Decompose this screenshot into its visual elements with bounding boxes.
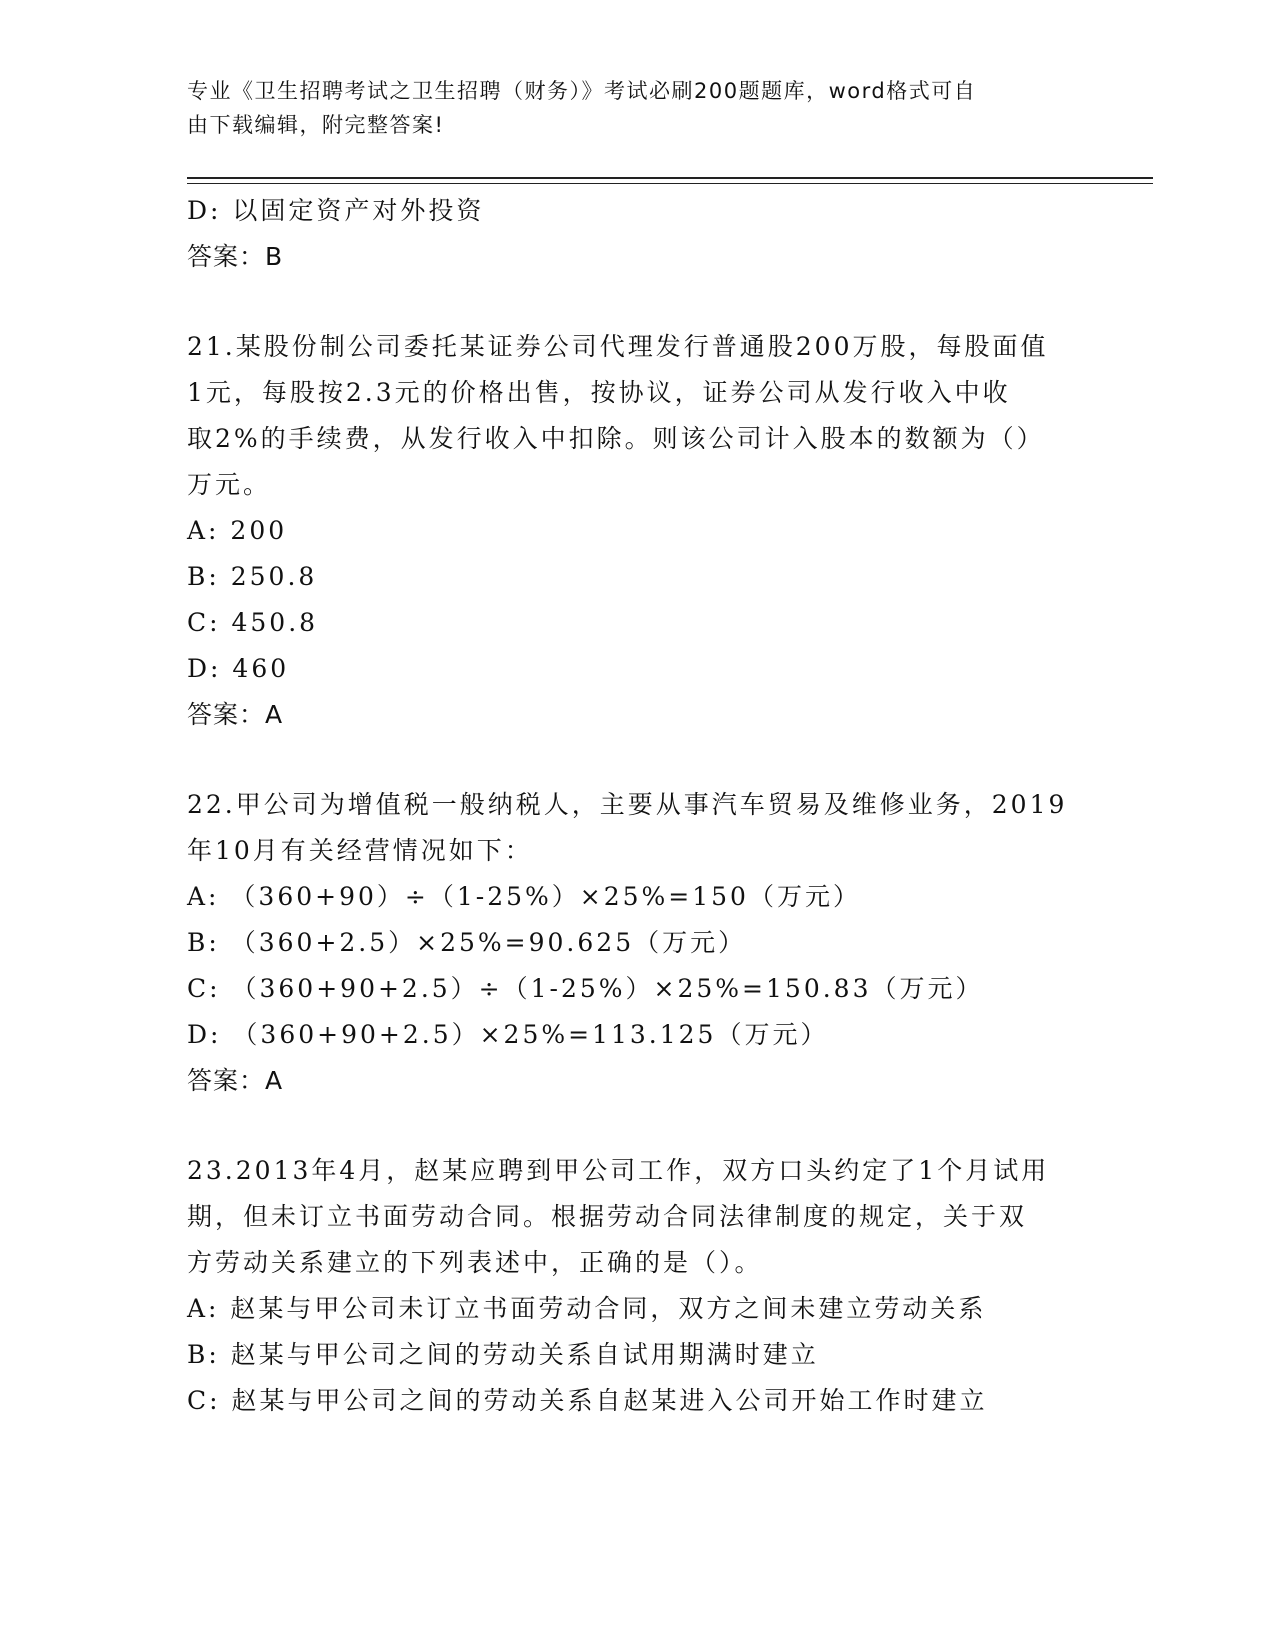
header-rule-thick [187,177,1153,179]
question-22-line-2: 年10月有关经营情况如下： [187,836,533,865]
question-23-line-2: 期，但未订立书面劳动合同。根据劳动合同法律制度的规定，关于双 [187,1202,1028,1231]
question-spacer [187,738,1087,782]
question-22-option-b: B: （360+2.5）×25%=90.625（万元） [187,928,747,957]
question-21-line-4: 万元。 [187,470,272,499]
question-22-answer: 答案：A [187,1066,284,1095]
prev-answer: 答案：B [187,242,284,271]
question-spacer [187,280,1087,324]
question-21-line-3: 取2%的手续费，从发行收入中扣除。则该公司计入股本的数额为（） [187,424,1045,453]
header-line-2: 由下载编辑，附完整答案! [187,113,445,137]
header-rule-thin [187,183,1153,184]
prev-option-d: D: 以固定资产对外投资 [187,196,485,225]
question-21-line-1: 21.某股份制公司委托某证券公司代理发行普通股200万股，每股面值 [187,332,1049,361]
question-23-line-3: 方劳动关系建立的下列表述中，正确的是（）。 [187,1248,763,1277]
document-body [187,188,1087,1424]
question-21-option-b: B: 250.8 [187,562,318,591]
question-21 [187,324,1087,738]
question-21-answer: 答案：A [187,700,284,729]
question-spacer [187,1104,1087,1148]
question-23-line-1: 23.2013年4月，赵某应聘到甲公司工作，双方口头约定了1个月试用 [187,1156,1050,1185]
question-21-option-d: D: 460 [187,654,290,683]
question-22-option-a: A: （360+90）÷（1-25%）×25%=150（万元） [187,882,861,911]
document-header [187,74,1087,142]
question-21-option-c: C: 450.8 [187,608,319,637]
question-21-option-a: A: 200 [187,516,288,545]
question-23-option-b: B: 赵某与甲公司之间的劳动关系自试用期满时建立 [187,1340,819,1369]
question-23-option-c: C: 赵某与甲公司之间的劳动关系自赵某进入公司开始工作时建立 [187,1386,988,1415]
question-22 [187,782,1087,1104]
question-22-option-c: C: （360+90+2.5）÷（1-25%）×25%=150.83（万元） [187,974,984,1003]
question-23-option-a: A: 赵某与甲公司未订立书面劳动合同，双方之间未建立劳动关系 [187,1294,987,1323]
header-line-1: 专业《卫生招聘考试之卫生招聘（财务）》考试必刷200题题库，word格式可自 [187,79,977,103]
question-23 [187,1148,1087,1424]
question-21-line-2: 1元，每股按2.3元的价格出售，按协议，证券公司从发行收入中收 [187,378,1011,407]
question-22-line-1: 22.甲公司为增值税一般纳税人，主要从事汽车贸易及维修业务，2019 [187,790,1068,819]
question-22-option-d: D: （360+90+2.5）×25%=113.125（万元） [187,1020,829,1049]
